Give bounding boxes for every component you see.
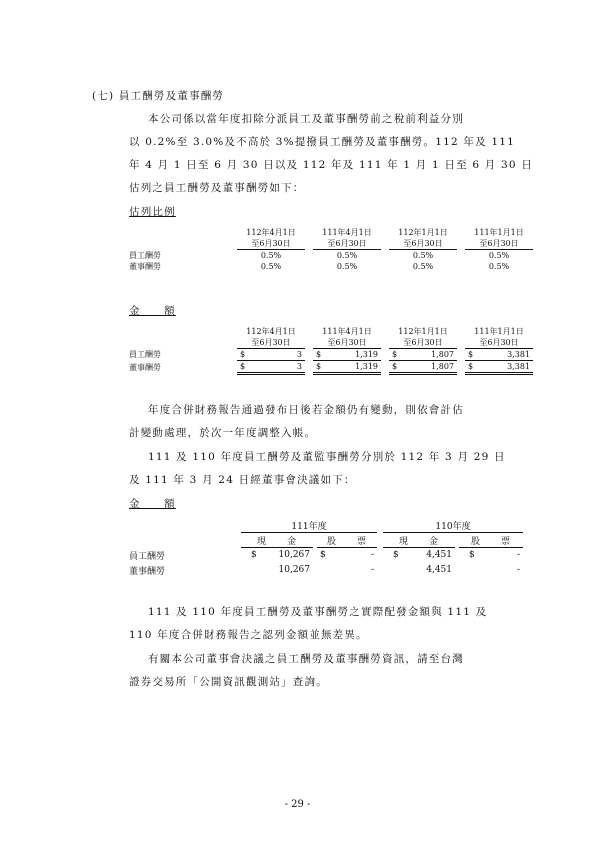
- para4-line2: 110 年度合併財務報告之認列金額並無差異。: [129, 629, 368, 641]
- table-row: [129, 563, 523, 578]
- currency-sign: $: [316, 350, 322, 359]
- para3-line2: 及 111 年 3 月 24 日經董事會決議如下：: [129, 474, 356, 486]
- table-cell: 3: [296, 350, 302, 359]
- para1-line2: 以 0.2%至 3.0%及不高於 3%提撥員工酬勞及董事酬勞。112 年及 111: [129, 136, 515, 148]
- amount-table-heading: 金 額: [129, 305, 176, 317]
- table-cell: -: [516, 550, 520, 561]
- table-row: [129, 361, 533, 374]
- table-cell: 1,807: [431, 350, 454, 359]
- table-cell: 0.5%: [260, 251, 282, 260]
- currency-sign: $: [240, 362, 246, 371]
- para4-line1: 111 及 110 年度員工酬勞及董事酬勞之實際配發金額與 111 及: [148, 606, 488, 618]
- table-cell: 1,319: [355, 350, 378, 359]
- ratio-col3-line2: 至6月30日: [389, 238, 457, 250]
- currency-sign: $: [240, 350, 246, 359]
- currency-sign: $: [468, 362, 474, 371]
- table-cell: -: [516, 565, 520, 575]
- table-cell: 3,381: [507, 362, 530, 371]
- table-cell: 10,267: [278, 565, 310, 575]
- amount-col4-line1: 111年1月1日: [474, 327, 524, 336]
- table-cell: 0.5%: [412, 251, 434, 260]
- currency-sign: $: [468, 350, 474, 359]
- table-row: [129, 261, 533, 272]
- row-label: 董事酬勞: [129, 362, 161, 372]
- amount-col1-line1: 112年4月1日: [246, 327, 296, 336]
- row-label: 董事酬勞: [129, 262, 161, 271]
- table-cell: 3: [296, 362, 302, 371]
- resolution-table-heading: 金 額: [129, 498, 176, 510]
- table-cell: 3,381: [507, 350, 530, 359]
- amount-table: [129, 326, 533, 375]
- amount-col1-line2: 至6月30日: [237, 337, 305, 349]
- table-cell: 0.5%: [260, 262, 282, 271]
- table-cell: 4,451: [426, 550, 452, 561]
- currency-sign: $: [316, 362, 322, 371]
- para1-line3: 年 4 月 1 日至 6 月 30 日以及 112 年及 111 年 1 月 1 日至 6 月 30 日: [129, 159, 534, 171]
- para5-line1: 有關本公司董事會決議之員工酬勞及董事酬勞資訊，請至台灣: [148, 653, 464, 665]
- table-cell: 1,319: [355, 362, 378, 371]
- table-cell: 4,451: [426, 565, 452, 575]
- ratio-col2-line1: 111年4月1日: [322, 228, 372, 237]
- ratio-col2-line2: 至6月30日: [313, 238, 381, 250]
- table-cell: 0.5%: [412, 262, 434, 271]
- row-label: 員工酬勞: [129, 350, 161, 359]
- para3-line1: 111 及 110 年度員工酬勞及董監事酬勞分別於 112 年 3 月 29 日: [148, 451, 506, 463]
- row-label: 董事酬勞: [129, 566, 166, 577]
- year-110-header: 110年度: [383, 518, 523, 533]
- amount-col4-line2: 至6月30日: [465, 337, 533, 349]
- table-row: [129, 250, 533, 262]
- table-row: [129, 548, 523, 563]
- cash-header: 現 金: [383, 533, 455, 548]
- table-cell: 0.5%: [488, 251, 510, 260]
- table-cell: -: [370, 565, 374, 575]
- amount-col3-line1: 112年1月1日: [398, 327, 448, 336]
- row-label: 員工酬勞: [129, 551, 166, 562]
- table-cell: 0.5%: [488, 262, 510, 271]
- currency-sign: $: [392, 362, 398, 371]
- ratio-col3-line1: 112年1月1日: [398, 228, 448, 237]
- table-cell: -: [370, 550, 374, 561]
- stock-header: 股 票: [317, 533, 377, 548]
- ratio-table: [129, 227, 533, 272]
- amount-col2-line1: 111年4月1日: [322, 327, 372, 336]
- para2-line2: 計變動處理，於次一年度調整入帳。: [129, 427, 317, 439]
- resolution-table: [129, 518, 523, 578]
- row-label: 員工酬勞: [129, 250, 161, 260]
- stock-header: 股 票: [459, 533, 523, 548]
- amount-col2-line2: 至6月30日: [313, 337, 381, 349]
- ratio-col4-line1: 111年1月1日: [474, 228, 524, 237]
- table-row: [129, 349, 533, 361]
- page-number: - 29 -: [284, 799, 311, 810]
- para5-line2: 證券交易所「公開資訊觀測站」查詢。: [129, 676, 328, 688]
- para1-line1: 本公司係以當年度扣除分派員工及董事酬勞前之稅前利益分別: [148, 113, 464, 125]
- table-cell: 1,807: [431, 362, 454, 371]
- currency-sign: $: [251, 550, 257, 561]
- cash-header: 現 金: [241, 533, 313, 548]
- ratio-col4-line2: 至6月30日: [465, 238, 533, 250]
- amount-col3-line2: 至6月30日: [389, 337, 457, 349]
- ratio-col1-line1: 112年4月1日: [246, 228, 296, 237]
- ratio-table-heading: 估列比例: [129, 206, 176, 218]
- year-111-header: 111年度: [241, 518, 377, 533]
- currency-sign: $: [393, 550, 399, 561]
- table-cell: 0.5%: [336, 262, 358, 271]
- para2-line1: 年度合併財務報告通過發布日後若金額仍有變動，則依會計估: [148, 404, 464, 416]
- section-title: (七) 員工酬勞及董事酬勞: [92, 90, 225, 102]
- currency-sign: $: [320, 550, 326, 561]
- ratio-col1-line2: 至6月30日: [237, 238, 305, 250]
- para1-line4: 估列之員工酬勞及董事酬勞如下：: [129, 182, 305, 194]
- table-cell: 0.5%: [336, 251, 358, 260]
- currency-sign: $: [392, 350, 398, 359]
- table-cell: 10,267: [278, 550, 310, 561]
- currency-sign: $: [469, 550, 475, 561]
